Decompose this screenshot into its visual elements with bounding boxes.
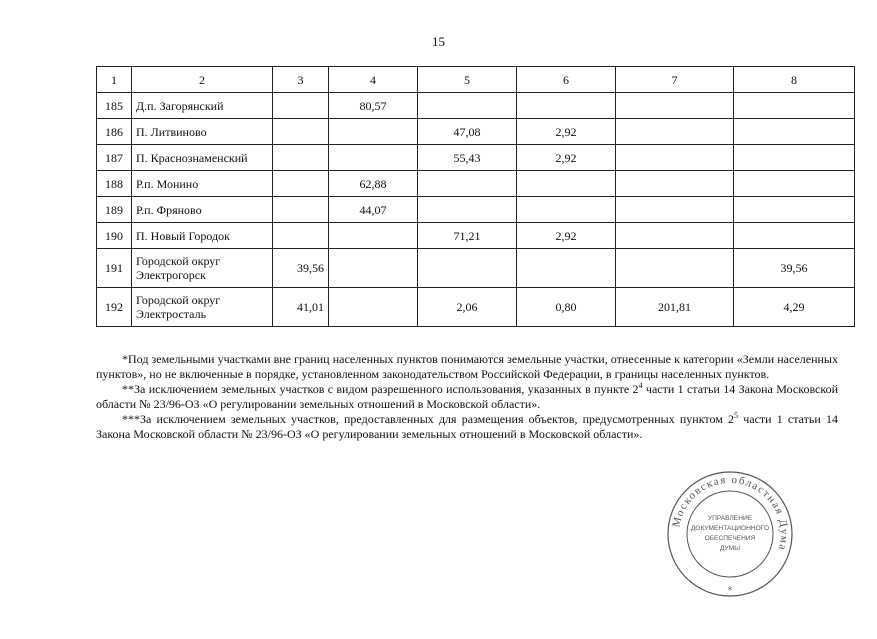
table-row	[97, 145, 855, 171]
cell-col8	[734, 197, 855, 223]
header-cell: 3	[273, 67, 329, 93]
table-row	[97, 197, 855, 223]
cell-col5: 71,21	[418, 223, 517, 249]
row-number: 190	[97, 223, 132, 249]
footnotes	[96, 352, 838, 442]
stamp-inner-ring	[687, 491, 773, 577]
cell-col4: 44,07	[329, 197, 418, 223]
cell-col6	[517, 249, 616, 288]
header-cell: 1	[97, 67, 132, 93]
page-number: 15	[432, 34, 445, 49]
row-number: 191	[97, 249, 132, 288]
cell-col7	[616, 171, 734, 197]
cell-col5	[418, 197, 517, 223]
cell-col8	[734, 93, 855, 119]
cell-col7	[616, 145, 734, 171]
cell-col5	[418, 171, 517, 197]
cell-col3: 41,01	[273, 288, 329, 327]
locality-name: П. Краснознаменский	[132, 145, 273, 171]
header-cell: 2	[132, 67, 273, 93]
locality-name-line1: Городской округ	[136, 254, 221, 268]
header-cell: 6	[517, 67, 616, 93]
cell-col7	[616, 119, 734, 145]
row-number: 187	[97, 145, 132, 171]
footnote-1: *Под земельными участками вне границ населенных пунктов понимаются земельные участки, отнесенные к категории «Земли населенных пунктов», но не включенные в порядке, установленном законодательством Российской Федерации, в границы населенных пунктов.	[96, 352, 838, 381]
cell-col6: 2,92	[517, 223, 616, 249]
table-row	[97, 223, 855, 249]
cell-col6: 0,80	[517, 288, 616, 327]
stamp-line-1: УПРАВЛЕНИЕ	[707, 515, 753, 522]
cell-col3	[273, 145, 329, 171]
cell-col3	[273, 119, 329, 145]
cell-col4	[329, 249, 418, 288]
stamp-star: *	[727, 586, 733, 596]
cell-col3	[273, 223, 329, 249]
table-row	[97, 288, 855, 327]
cell-col3	[273, 171, 329, 197]
cell-col3	[273, 197, 329, 223]
footnote-2-text-a: **За исключением земельных участков с видом разрешенного использования, указанных в пункте 2	[122, 382, 639, 396]
cell-col8	[734, 145, 855, 171]
cell-col8: 39,56	[734, 249, 855, 288]
row-number: 192	[97, 288, 132, 327]
row-number: 188	[97, 171, 132, 197]
cell-col6	[517, 171, 616, 197]
header-cell: 8	[734, 67, 855, 93]
header-cell: 4	[329, 67, 418, 93]
footnote-3-text-a: ***За исключением земельных участков, предоставленных для размещения объектов, предусмотренных пунктом 2	[122, 412, 735, 426]
footnote-3-superscript: 5	[734, 411, 739, 420]
cell-col4	[329, 119, 418, 145]
locality-name: Р.п. Фряново	[132, 197, 273, 223]
header-cell: 7	[616, 67, 734, 93]
cell-col6	[517, 93, 616, 119]
table-row	[97, 171, 855, 197]
locality-name: П. Литвиново	[132, 119, 273, 145]
cell-col6	[517, 197, 616, 223]
table-row	[97, 119, 855, 145]
cell-col7: 201,81	[616, 288, 734, 327]
locality-name: П. Новый Городок	[132, 223, 273, 249]
locality-name	[132, 249, 273, 288]
cell-col4	[329, 288, 418, 327]
row-number: 186	[97, 119, 132, 145]
official-stamp	[666, 470, 794, 598]
footnote-2-text-b: части 1 статьи 14 Закона Московской области № 23/96-ОЗ «О регулировании земельных отношений в Московской области».	[96, 382, 839, 411]
header-cell: 5	[418, 67, 517, 93]
locality-name-line1: Городской округ	[136, 293, 221, 307]
table-row	[97, 93, 855, 119]
cell-col5	[418, 93, 517, 119]
footnote-2	[96, 382, 838, 412]
cell-col6: 2,92	[517, 119, 616, 145]
footnote-3	[96, 412, 838, 442]
table-row	[97, 249, 855, 288]
stamp-ring-textpath: Московская областная Дума	[670, 473, 791, 553]
row-number: 185	[97, 93, 132, 119]
stamp-line-4: ДУМЫ	[719, 545, 741, 552]
cell-col4: 62,88	[329, 171, 418, 197]
cell-col5: 55,43	[418, 145, 517, 171]
cell-col4	[329, 223, 418, 249]
cell-col4: 80,57	[329, 93, 418, 119]
row-number: 189	[97, 197, 132, 223]
cell-col7	[616, 93, 734, 119]
cell-col8	[734, 119, 855, 145]
cell-col6: 2,92	[517, 145, 616, 171]
cell-col4	[329, 145, 418, 171]
locality-name: Д.п. Загорянский	[132, 93, 273, 119]
cell-col8: 4,29	[734, 288, 855, 327]
stamp-line-3: ОБЕСПЕЧЕНИЯ	[704, 535, 756, 542]
footnote-2-superscript: 4	[638, 381, 643, 390]
locality-name: Р.п. Монино	[132, 171, 273, 197]
data-table	[96, 66, 855, 327]
locality-name-line2: Электросталь	[136, 307, 207, 321]
cell-col3: 39,56	[273, 249, 329, 288]
cell-col8	[734, 171, 855, 197]
cell-col7	[616, 249, 734, 288]
stamp-line-2: ДОКУМЕНТАЦИОННОГО	[690, 525, 770, 532]
cell-col7	[616, 197, 734, 223]
cell-col5: 2,06	[418, 288, 517, 327]
table-header-row	[97, 67, 855, 93]
cell-col5	[418, 249, 517, 288]
locality-name-line2: Электрогорск	[136, 268, 206, 282]
cell-col3	[273, 93, 329, 119]
cell-col7	[616, 223, 734, 249]
locality-name	[132, 288, 273, 327]
cell-col8	[734, 223, 855, 249]
footnote-3-text-b: части 1 статьи 14 Закона Московской области № 23/96-ОЗ «О регулировании земельных отношений в Московской области».	[96, 412, 838, 441]
cell-col5: 47,08	[418, 119, 517, 145]
